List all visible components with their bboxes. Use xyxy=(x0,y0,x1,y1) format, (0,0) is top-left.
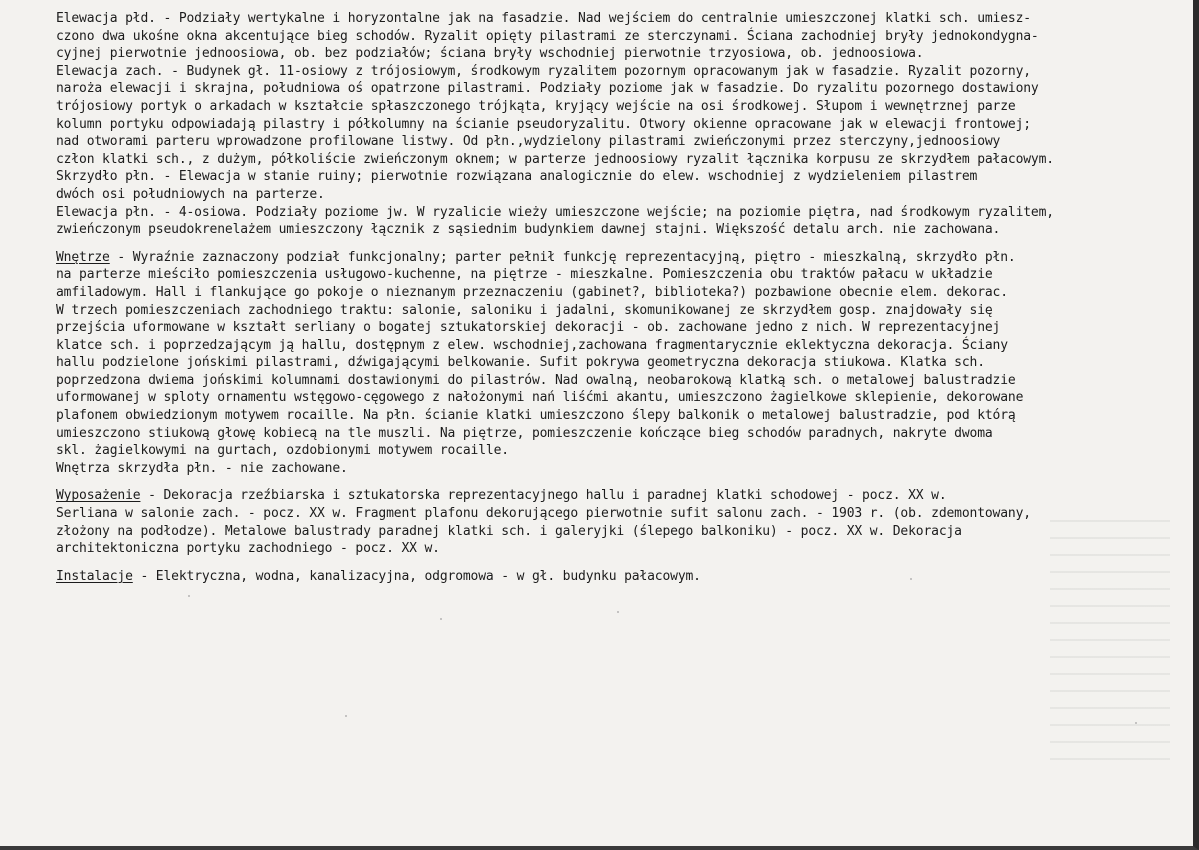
paper-speck xyxy=(910,578,912,580)
paper-speck xyxy=(617,611,619,613)
interior-section xyxy=(56,249,1181,478)
text-line: uformowanej w sploty ornamentu wstęgowo-cęgowego z nałożonymi nań liśćmi akantu, umieszczono żagielkowe sklepienie, dekorowane xyxy=(56,390,1024,406)
text-line: trójosiowy portyk o arkadach w kształcie spłaszczonego trójkąta, kryjący wejście na osi środkowej. Słupom i wewnętrznej parze xyxy=(56,98,1016,114)
text-line: poprzedzona dwiema jońskimi kolumnami dostawionymi do pilastrów. Nad owalną, neobarokową klatką sch. o metalowej balustradzie xyxy=(56,372,1016,388)
paper-speck xyxy=(1135,722,1137,724)
section-gap xyxy=(56,477,1181,487)
installations-section xyxy=(56,568,1181,586)
text-line: czono dwa ukośne okna akcentujące bieg schodów. Ryzalit opięty pilastrami ze sterczynami. Ściana zachodniej bryły jednokondygna- xyxy=(56,28,1039,44)
text-line: naroża elewacji i skrajna, południowa oś opatrzone pilastrami. Podziały poziome jak w fasadzie. Do ryzalitu pozornego dostawiony xyxy=(56,81,1039,97)
text-line: Elewacja płd. - Podziały wertykalne i horyzontalne jak na fasadzie. Nad wejściem do centralnie umieszczonej klatki sch. umiesz- xyxy=(56,11,1031,26)
text-line: kolumn portyku odpowiadają pilastry i półkolumny na ścianie pseudoryzalitu. Otwory okienne opracowane jak w elewacji frontowej; xyxy=(56,116,1031,132)
text-line: klatce sch. i poprzedzającym ją hallu, dostępnym z elew. wschodniej,zachowana fragmentarycznie eklektyczna dekoracja. Ściany xyxy=(56,337,1008,353)
section-label-wyposazenie: Wyposażenie xyxy=(56,488,141,504)
paper-speck xyxy=(188,595,190,597)
section-first-line xyxy=(56,249,1181,267)
elevations-section xyxy=(56,10,1181,239)
text-line: umieszczono stiukową głowę kobiecą na tle muszli. Na piętrze, pomieszczenie kończące bieg schodów paradnych, nakryte dwoma xyxy=(56,425,993,441)
text-line: skl. żagielkowymi na gurtach, ozdobionymi motywem rocaille. xyxy=(56,443,509,459)
text-line: człon klatki sch., z dużym, półkoliście zwieńczonym oknem; w parterze jednoosiowy ryzalit łącznika korpusu ze skrzydłem pałacowym. xyxy=(56,151,1054,167)
text-line: plafonem obwiedzionym motywem rocaille. Na płn. ścianie klatki umieszczono ślepy balkonik o metalowej balustradzie, pod którą xyxy=(56,408,1016,424)
text-line: dwóch osi południowych na parterze. xyxy=(56,186,325,202)
text-line: hallu podzielone jońskimi pilastrami, dźwigającymi belkowanie. Sufit pokrywa geometryczna dekoracja stiukowa. Klatka sch. xyxy=(56,355,985,371)
text-line: W trzech pomieszczeniach zachodniego traktu: salonie, saloniku i jadalni, skomunikowanej ze skrzydłem gosp. znajdowały się xyxy=(56,302,993,318)
text-line: Elewacja zach. - Budynek gł. 11-osiowy z trójosiowym, środkowym ryzalitem pozornym opracowanym jak w fasadzie. Ryzalit pozorny, xyxy=(56,63,1031,79)
text-line: architektoniczna portyku zachodniego - pocz. XX w. xyxy=(56,541,440,557)
section-gap xyxy=(56,558,1181,568)
text-line: Serliana w salonie zach. - pocz. XX w. Fragment plafonu dekorującego pierwotnie sufit salonu zach. - 1903 r. (ob. zdemontowany, xyxy=(56,506,1031,522)
section-text: - Elektryczna, wodna, kanalizacyjna, odgromowa - w gł. budynku pałacowym. xyxy=(132,568,701,584)
paper-speck xyxy=(440,618,442,620)
section-first-line xyxy=(56,487,1181,505)
text-line: zwieńczonym pseudokrenelażem umieszczony łącznik z sąsiednim budynkiem dawnej stajni. Większość detalu arch. nie zachowana. xyxy=(56,222,1001,238)
text-line: cyjnej pierwotnie jednoosiowa, ob. bez podziałów; ściana bryły wschodniej pierwotnie trzyosiowa, ob. jednoosiowa. xyxy=(56,46,924,62)
text-line: Elewacja płn. - 4-osiowa. Podziały poziome jw. W ryzalicie wieży umieszczone wejście; na poziomie piętra, nad środkowym ryzalitem, xyxy=(56,204,1054,220)
section-first-line xyxy=(56,568,1181,586)
section-gap xyxy=(56,239,1181,249)
text-line: złożony na podłodze). Metalowe balustrady paradnej klatki sch. i galeryjki (ślepego balkoniku) - pocz. XX w. Dekoracja xyxy=(56,523,962,539)
text-line: na parterze mieściło pomieszczenia usługowo-kuchenne, na piętrze - mieszkalne. Pomieszczenia obu traktów pałacu w układzie xyxy=(56,267,993,283)
text-line: nad otworami parteru wprowadzone profilowane listwy. Od płn.,wydzielony pilastrami zwieńczonymi przez sterczyny,jednoosiowy xyxy=(56,134,1001,150)
paper-speck xyxy=(345,715,347,717)
text-line: przejścia uformowane w kształt serliany o bogatej sztukatorskiej dekoracji - ob. zachowane jedno z nich. W reprezentacyjnej xyxy=(56,320,1001,336)
furnishing-section xyxy=(56,487,1181,557)
section-label-wnetrze: Wnętrze xyxy=(56,249,110,265)
section-text: - Dekoracja rzeźbiarska i sztukatorska reprezentacyjnego hallu i paradnej klatki schodowej - pocz. XX w. xyxy=(140,488,947,504)
text-line: Skrzydło płn. - Elewacja w stanie ruiny; pierwotnie rozwiązana analogicznie do elew. wschodniej z wydzieleniem pilastrem xyxy=(56,169,978,185)
section-text: - Wyraźnie zaznaczony podział funkcjonalny; parter pełnił funkcję reprezentacyjną, piętro - mieszkalną, skrzydło płn. xyxy=(109,249,1016,265)
document-text xyxy=(56,10,1181,585)
text-line: Wnętrza skrzydła płn. - nie zachowane. xyxy=(56,460,348,476)
section-label-instalacje: Instalacje xyxy=(56,568,133,584)
text-line: amfiladowym. Hall i flankujące go pokoje o nieznanym przeznaczeniu (gabinet?, biblioteka?) pozbawione obecnie elem. dekorac. xyxy=(56,284,1008,300)
